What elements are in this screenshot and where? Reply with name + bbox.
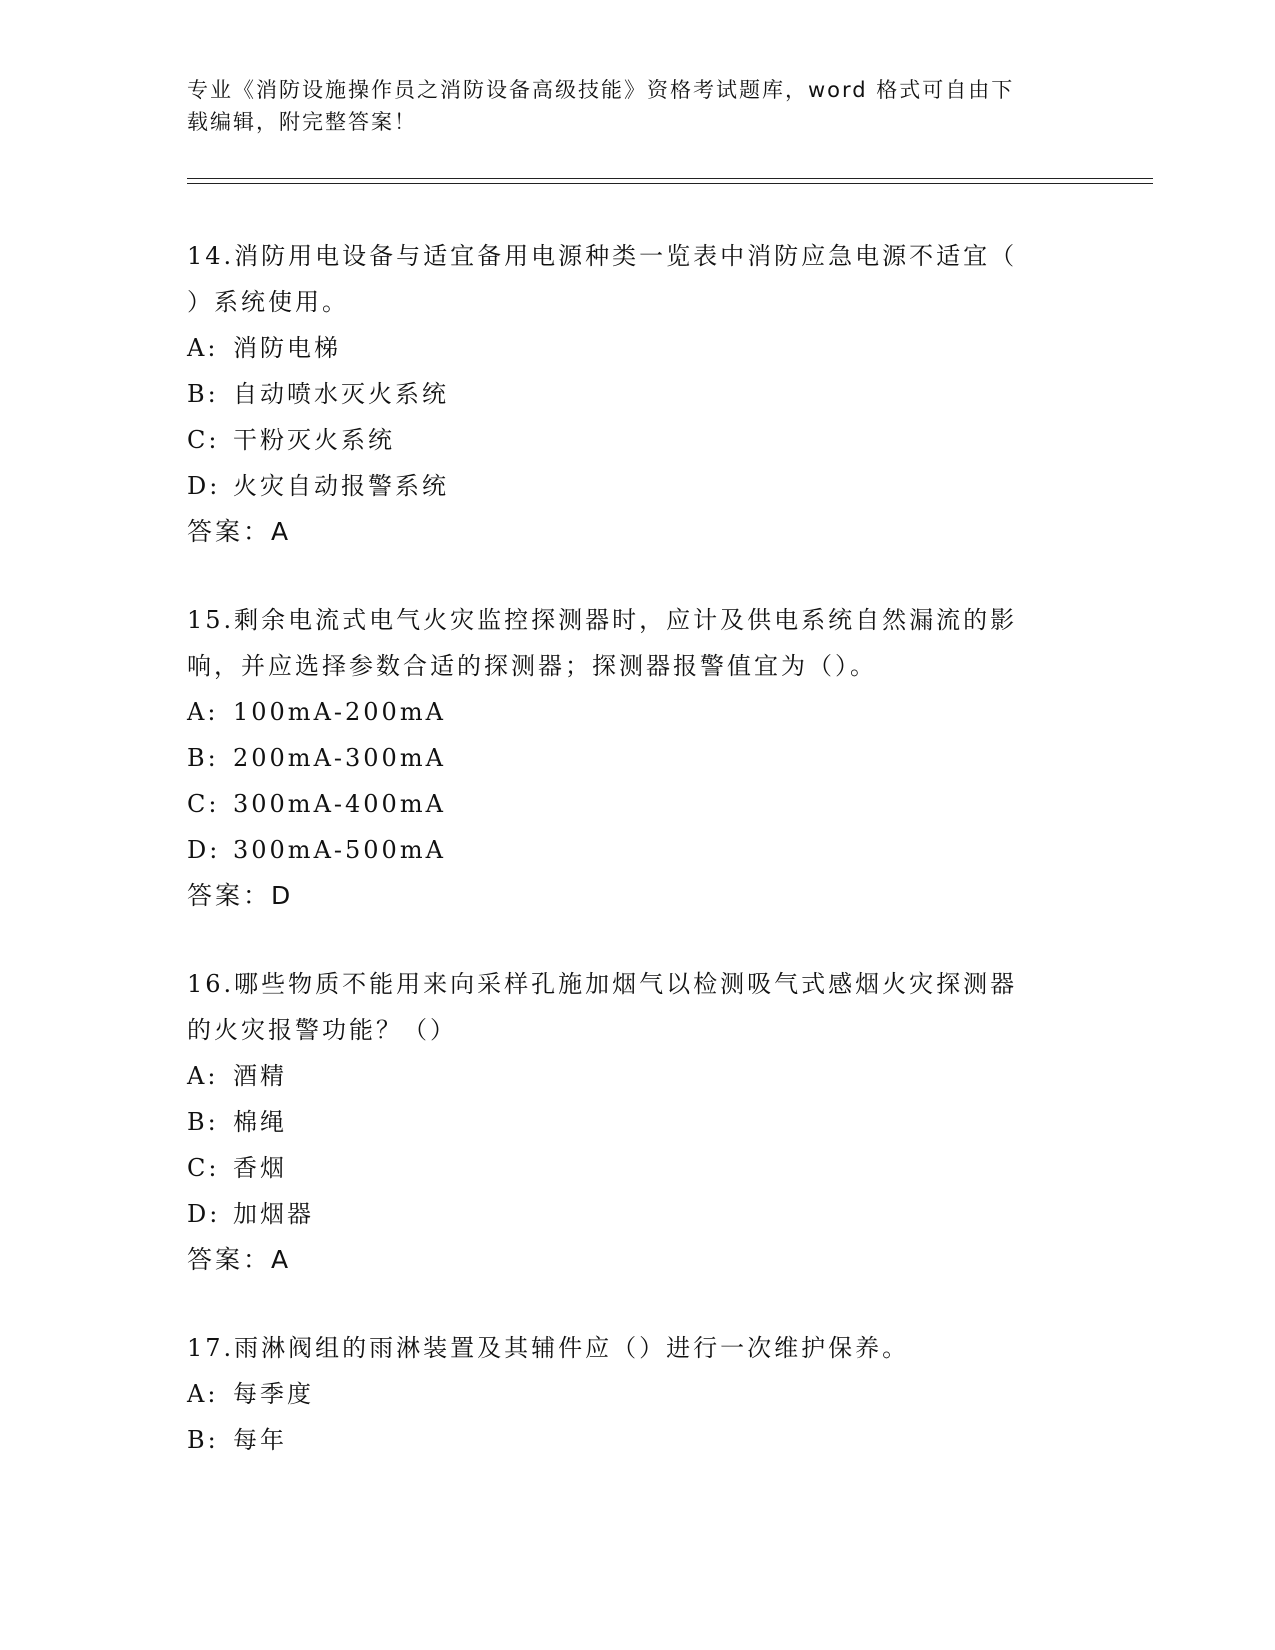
- option-key: C:: [187, 790, 220, 818]
- header-line-1: 专业《消防设施操作员之消防设备高级技能》资格考试题库，word 格式可自由下: [187, 78, 1015, 102]
- option-text: 香烟: [233, 1154, 287, 1182]
- option-b: [187, 371, 1087, 417]
- option-b: [187, 1099, 1087, 1145]
- option-text: 200mA-300mA: [233, 744, 446, 772]
- option-a: [187, 689, 1087, 735]
- option-text: 每季度: [233, 1380, 314, 1408]
- question-stem-line: 的火灾报警功能？（）: [187, 1016, 457, 1044]
- option-b: [187, 1417, 1087, 1463]
- option-text: 300mA-400mA: [233, 790, 446, 818]
- option-text: 消防电梯: [233, 334, 341, 362]
- option-key: C:: [187, 426, 220, 454]
- option-key: A:: [187, 698, 219, 726]
- option-text: 火灾自动报警系统: [233, 472, 449, 500]
- header-divider-bottom: [187, 183, 1153, 184]
- option-a: [187, 325, 1087, 371]
- option-text: 自动喷水灭火系统: [233, 380, 449, 408]
- question-stem-line: 15.剩余电流式电气火灾监控探测器时，应计及供电系统自然漏流的影: [187, 606, 1018, 634]
- option-key: D:: [187, 1200, 221, 1228]
- option-key: D:: [187, 472, 221, 500]
- question-stem-line: 响，并应选择参数合适的探测器；探测器报警值宜为（）。: [187, 652, 877, 680]
- option-d: [187, 827, 1087, 873]
- option-text: 棉绳: [233, 1108, 287, 1136]
- option-c: [187, 417, 1087, 463]
- answer-line: 答案：D: [187, 881, 294, 910]
- question-17: [187, 1325, 1087, 1463]
- option-c: [187, 781, 1087, 827]
- question-stem-line: 16.哪些物质不能用来向采样孔施加烟气以检测吸气式感烟火灾探测器: [187, 970, 1018, 998]
- option-text: 干粉灭火系统: [233, 426, 395, 454]
- option-d: [187, 1191, 1087, 1237]
- option-text: 每年: [233, 1426, 287, 1454]
- question-16: [187, 961, 1087, 1283]
- question-stem-line: 14.消防用电设备与适宜备用电源种类一览表中消防应急电源不适宜（: [187, 242, 1018, 270]
- question-14: [187, 233, 1087, 555]
- option-key: A:: [187, 1380, 219, 1408]
- option-a: [187, 1053, 1087, 1099]
- option-key: D:: [187, 836, 221, 864]
- option-key: A:: [187, 1062, 219, 1090]
- option-text: 加烟器: [233, 1200, 314, 1228]
- question-15: [187, 597, 1087, 919]
- question-stem-line: 17.雨淋阀组的雨淋装置及其辅件应（）进行一次维护保养。: [187, 1334, 910, 1362]
- option-key: C:: [187, 1154, 220, 1182]
- option-a: [187, 1371, 1087, 1417]
- option-d: [187, 463, 1087, 509]
- option-text: 100mA-200mA: [233, 698, 446, 726]
- option-key: B:: [187, 744, 219, 772]
- option-text: 300mA-500mA: [233, 836, 446, 864]
- question-stem-line: ）系统使用。: [187, 288, 349, 316]
- option-key: A:: [187, 334, 219, 362]
- option-key: B:: [187, 1108, 219, 1136]
- header-line-2: 载编辑，附完整答案！: [187, 110, 417, 134]
- option-key: B:: [187, 380, 219, 408]
- option-c: [187, 1145, 1087, 1191]
- option-b: [187, 735, 1087, 781]
- answer-line: 答案：A: [187, 1245, 292, 1274]
- option-text: 酒精: [233, 1062, 287, 1090]
- document-header: [187, 74, 1087, 138]
- header-divider-top: [187, 178, 1153, 179]
- answer-line: 答案：A: [187, 517, 292, 546]
- option-key: B:: [187, 1426, 219, 1454]
